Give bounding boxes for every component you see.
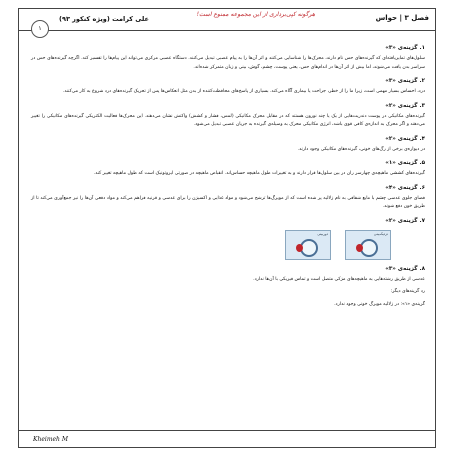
lens-icon [296, 244, 303, 252]
answer-heading-8: ۸. گزینه‌ی «۳» [385, 265, 425, 272]
page-header [19, 9, 435, 31]
answer-text-3: گیرنده‌های مکانیکی در پوست دندریت‌هایی از یک یا چند نورون هستند که در مقابل محرک مکانیکی (لمس، فشار و کشش) واکنش نشان می‌دهند. این محرک‌ها فعالیت الکتریکی گیرنده‌های مکانیکی را تغییر می‌دهند و اگر محرک به اندازه‌ی کافی قوی باشد، انرژی مکانیکی محرک به وسیله‌ی گیرنده به جریان عصبی تبدیل می‌شود. [31, 113, 425, 127]
eye-figure-2 [285, 230, 331, 260]
document-page [18, 8, 436, 448]
answer-heading-3: ۳. گزینه‌ی «۲» [385, 102, 425, 109]
eye-figure-label-2: دوربینی [317, 231, 328, 236]
footer-signature: Kheimeh M [33, 436, 68, 443]
answer-text-8b: رد گزینه‌های دیگر: [390, 289, 425, 294]
answer-heading-7: ۷. گزینه‌ی «۲» [385, 217, 425, 224]
answer-heading-4: ۴. گزینه‌ی «۲» [385, 135, 425, 142]
book-title: علی کرامت (ویژه کنکور ۹۳) [59, 15, 149, 23]
answer-text-8c: گزینه‌ی «۱»: در زلالیه مویرگ خونی وجود ندارد. [334, 301, 425, 307]
lens-icon [356, 244, 363, 252]
chapter-title: فصل ۳ | حواس [375, 14, 429, 22]
eye-figure-label-1: نزدیک‌بینی [373, 231, 388, 236]
answer-heading-1: ۱. گزینه‌ی «۳» [385, 45, 425, 51]
answer-heading-2: ۲. گزینه‌ی «۳» [385, 78, 425, 84]
answer-text-2: درد، احساس بسیار مهمی است، زیرا ما را از خطر، جراحت یا بیماری آگاه می‌کند. بسیاری از پاسخ‌های محافظت‌کننده از بدن مثل انعکاس‌ها پس از تحریک گیرنده‌های درد شروع به کار می‌کنند. [62, 89, 425, 94]
eye-figures [31, 230, 391, 260]
page-number: ۱ [31, 20, 49, 38]
answer-text-8: عدسی از طریق رشته‌هایی به ماهیچه‌های مژکی متصل است و تماس فیزیکی با آن‌ها ندارد. [253, 276, 425, 282]
footer-divider [19, 430, 435, 431]
answer-text-1: سلول‌های تمایزیافته‌ای که گیرنده‌های حس نام دارند، محرک‌ها را شناسایی می‌کنند و اثر آن‌ها را به پیام عصبی تبدیل می‌کنند. دستگاه عصبی مرکزی می‌تواند این پیام‌ها را تفسیر کند. اگرچه گیرنده‌های حس در سراسر بدن یافت می‌شوند، اما بیش از اثر آن‌ها در اندام‌های حس، یعنی پوست، چشم، گوش، بینی و زبان متمرکز شده‌اند. [31, 56, 425, 70]
answer-text-5: گیرنده‌های کششی ماهیچه‌ی چهارسر ران در بین سلول‌ها قرار دارند و به تغییرات طول ماهیچه حساس‌اند. انقباض ماهیچه در صورتی ایزوتونیک است که طول ماهیچه تغییر کند. [93, 171, 425, 176]
answers-content [31, 35, 425, 309]
eye-figure-1 [345, 230, 391, 260]
answer-text-6: فضای جلوی عدسی چشم با مایع شفافی به نام زلالیه پر شده است که از مویرگ‌ها ترشح می‌شود و مواد غذایی و اکسیژن را برای عدسی و قرنیه فراهم می‌کند و مواد دفعی آن‌ها را نیز جمع‌آوری می‌کند تا از طریق خون دفع شوند. [31, 195, 425, 209]
copyright-note: هرگونه کپی‌برداری از این مجموعه ممنوع است! [196, 11, 315, 18]
answer-heading-5: ۵. گزینه‌ی «۱» [385, 160, 425, 166]
answer-text-4: در دیواره‌ی برخی از رگ‌های خونی، گیرنده‌های مکانیکی وجود دارند. [297, 146, 425, 152]
answer-heading-6: ۶. گزینه‌ی «۴» [385, 184, 425, 191]
